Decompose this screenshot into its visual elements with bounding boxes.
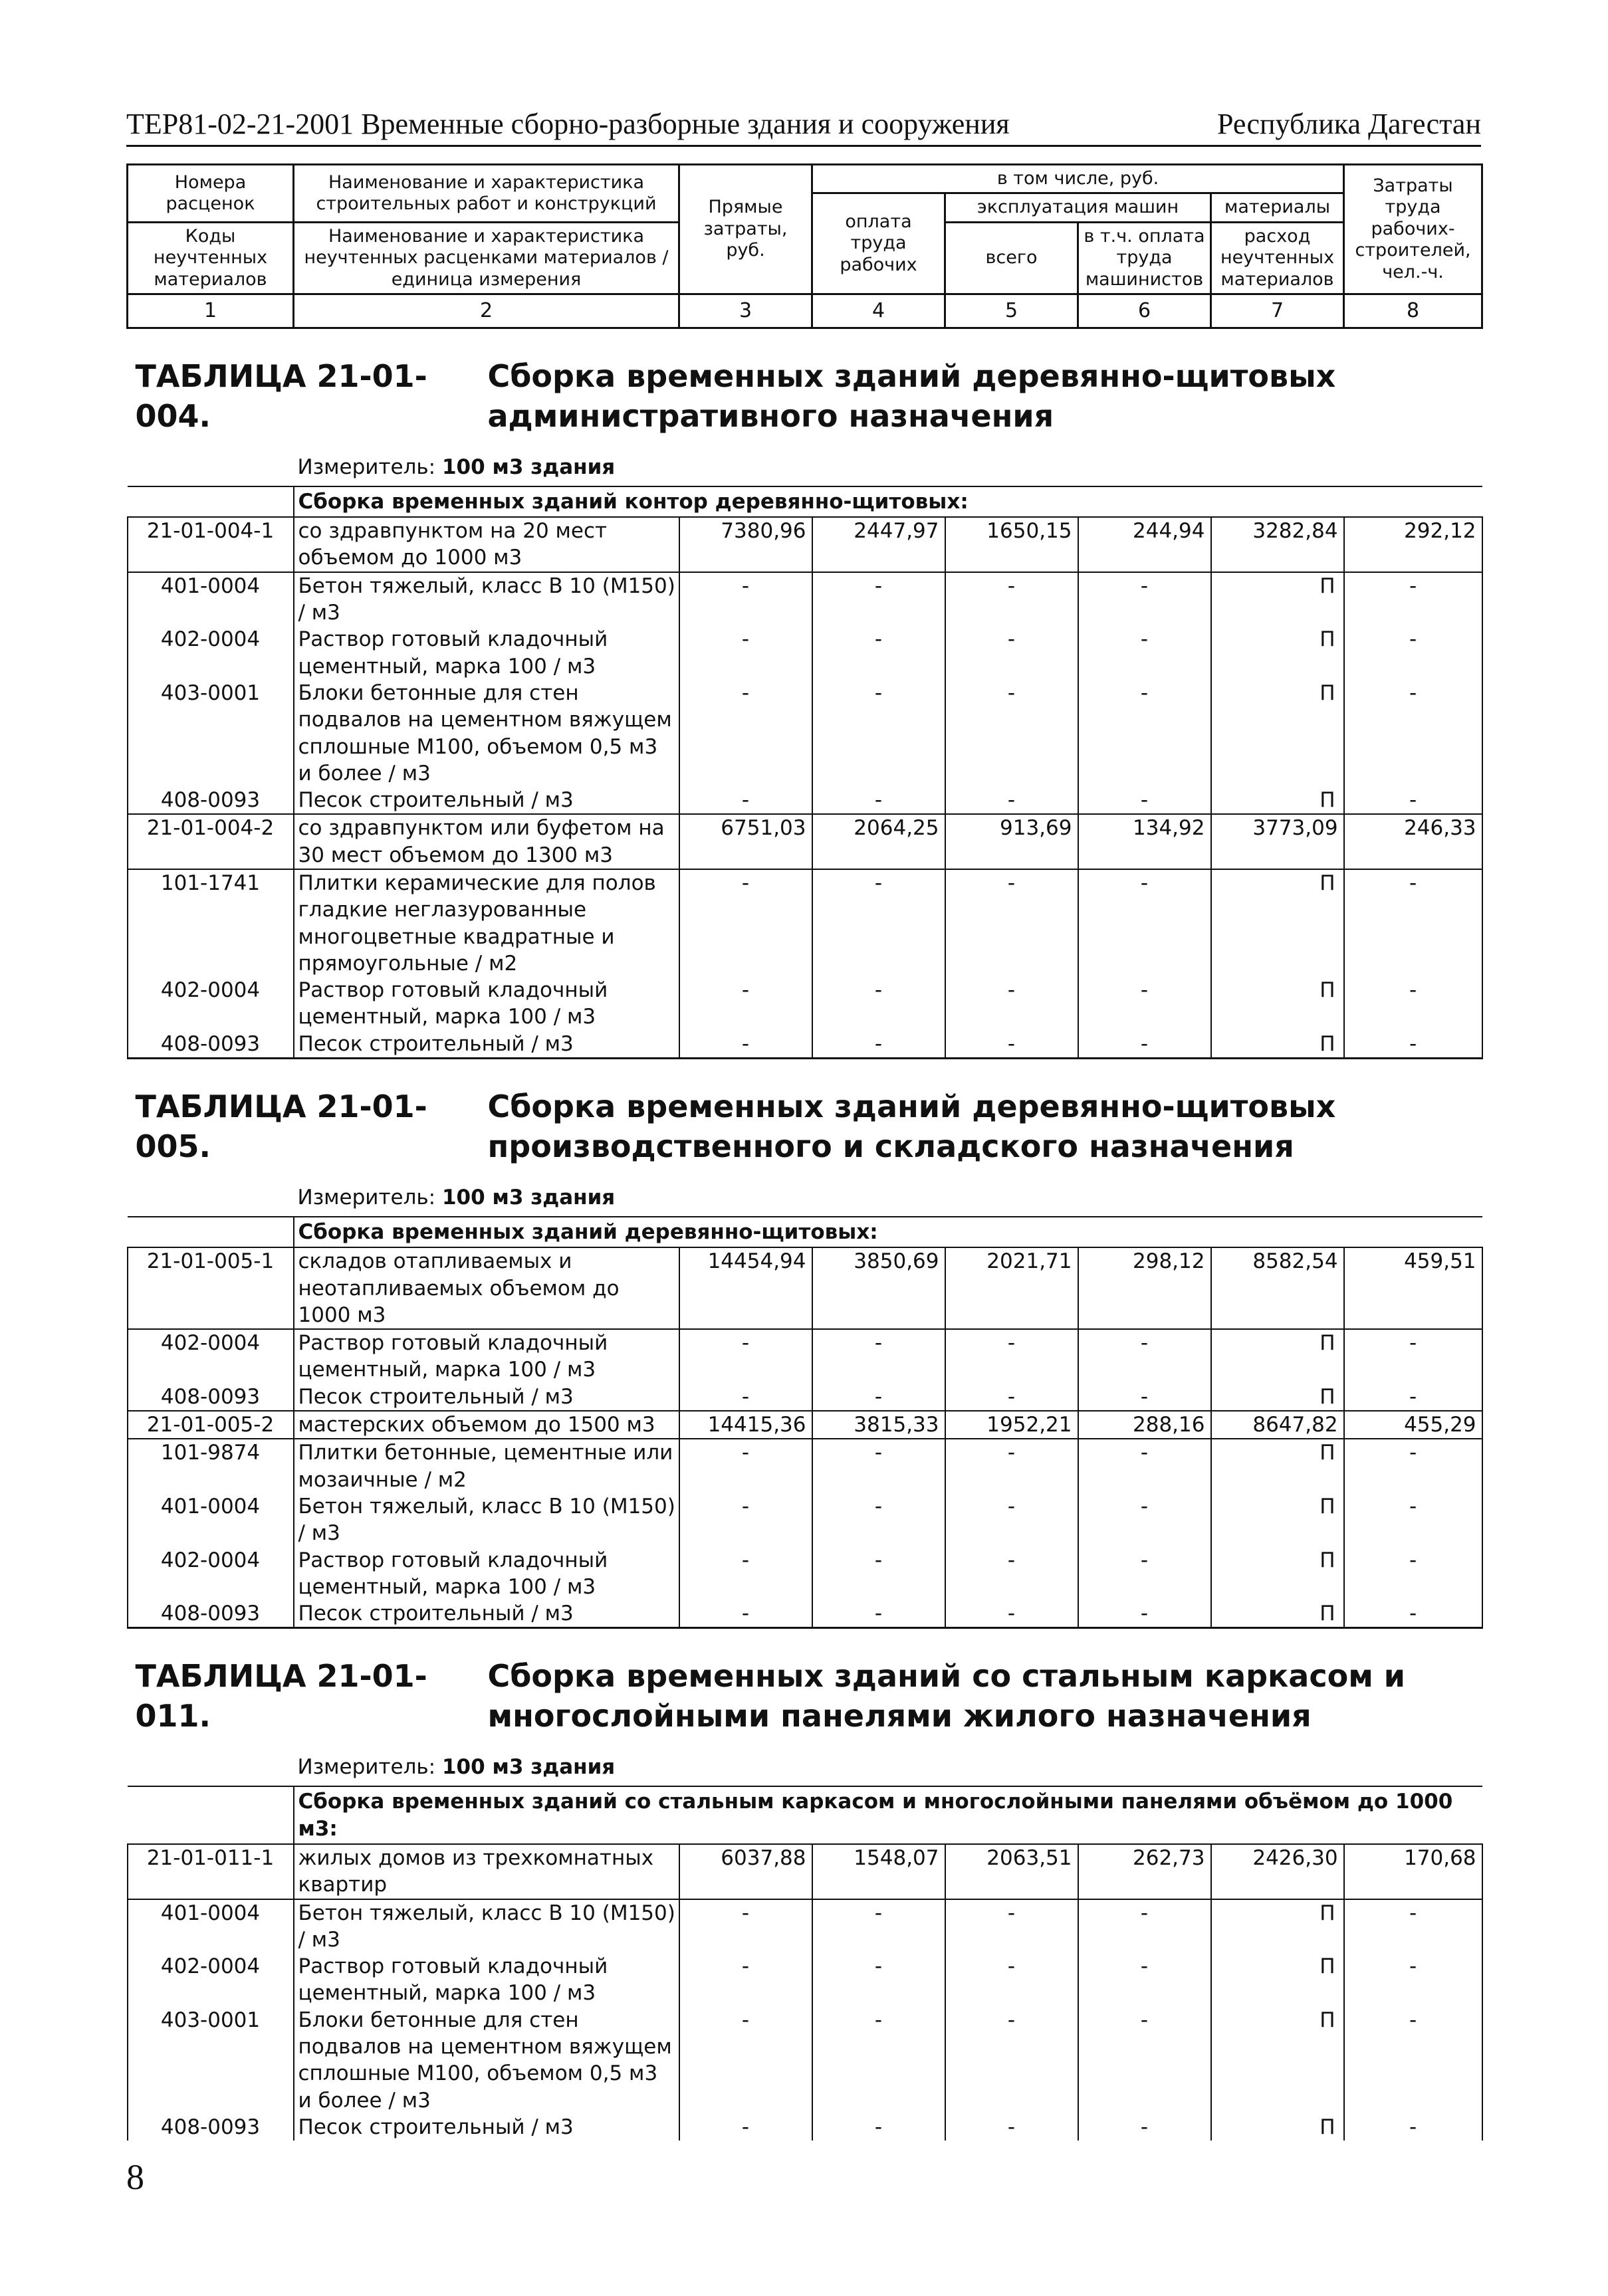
- meter-value: 100 м3 здания: [441, 1185, 616, 1209]
- dash: -: [679, 572, 812, 627]
- material-row: [128, 1600, 1482, 1628]
- material-row: [128, 1493, 1482, 1547]
- p-mark: П: [1211, 1953, 1344, 2007]
- material-row: [128, 1953, 1482, 2007]
- group-title: Сборка временных зданий контор деревянно-щитовых:: [294, 486, 1482, 517]
- dash: -: [812, 2114, 945, 2140]
- dash: -: [1078, 572, 1211, 627]
- dash: -: [812, 1600, 945, 1628]
- material-name: Раствор готовый кладочный цементный, марка 100 / м3: [294, 1547, 679, 1601]
- rate-code: 21-01-005-2: [128, 1411, 294, 1439]
- material-name: Плитки керамические для полов гладкие неглазурованные многоцветные квадратные и прямоугольные / м2: [294, 869, 679, 977]
- wages: 2064,25: [812, 814, 945, 869]
- rate-row: [128, 1411, 1482, 1439]
- dash: -: [1344, 869, 1482, 977]
- wages: 2447,97: [812, 517, 945, 572]
- group-title: Сборка временных зданий со стальным каркасом и многослойными панелями объёмом до 1000 м3:: [294, 1786, 1482, 1844]
- rate-name: складов отапливаемых и неотапливаемых объемом до 1000 м3: [294, 1247, 679, 1329]
- p-mark: П: [1211, 869, 1344, 977]
- dash: -: [679, 1600, 812, 1628]
- column-number: 2: [294, 294, 679, 328]
- dash: -: [1078, 1384, 1211, 1411]
- dash: -: [812, 680, 945, 787]
- region-name: Республика Дагестан: [1216, 108, 1481, 140]
- meter: [294, 449, 1482, 486]
- rate-code: 21-01-004-1: [128, 517, 294, 572]
- table-title-row: [128, 1628, 1482, 1748]
- dash: -: [679, 1953, 812, 2007]
- dash: -: [945, 2007, 1078, 2114]
- table-title: [128, 1628, 1482, 1748]
- dash: -: [945, 977, 1078, 1031]
- rate-name: со здравпунктом на 20 мест объемом до 1000 м3: [294, 517, 679, 572]
- dash: -: [945, 869, 1078, 977]
- rate-name: мастерских объемом до 1500 м3: [294, 1411, 679, 1439]
- dash: -: [679, 1329, 812, 1384]
- material-name: Бетон тяжелый, класс В 10 (М150) / м3: [294, 572, 679, 627]
- table-name: Сборка временных зданий со стальным каркасом и многослойными панелями жилого назначения: [487, 1658, 1406, 1734]
- labor-hours: 292,12: [1344, 517, 1482, 572]
- meter-row: [128, 449, 1482, 486]
- dash: -: [945, 1384, 1078, 1411]
- column-numbers-row: [128, 294, 1482, 328]
- dash: -: [1344, 1329, 1482, 1384]
- dash: -: [945, 1953, 1078, 2007]
- material-name: Песок строительный / м3: [294, 787, 679, 814]
- dash: -: [679, 869, 812, 977]
- material-code: 402-0004: [128, 626, 294, 680]
- direct-costs: 14415,36: [679, 1411, 812, 1439]
- document-title: ТЕР81-02-21-2001 Временные сборно-разборные здания и сооружения: [126, 108, 1010, 140]
- dash: -: [812, 572, 945, 627]
- column-number: 1: [128, 294, 294, 328]
- header-material-codes: Коды неучтенных материалов: [128, 222, 294, 294]
- dash: -: [812, 869, 945, 977]
- rate-row: [128, 517, 1482, 572]
- material-row: [128, 1439, 1482, 1493]
- material-name: Песок строительный / м3: [294, 2114, 679, 2140]
- material-name: Раствор готовый кладочный цементный, марка 100 / м3: [294, 1329, 679, 1384]
- materials-cost: 3282,84: [1211, 517, 1344, 572]
- material-row: [128, 1384, 1482, 1411]
- column-number: 4: [812, 294, 945, 328]
- dash: -: [1078, 977, 1211, 1031]
- meter-label: Измеритель:: [297, 1755, 436, 1780]
- machines-total: 1952,21: [945, 1411, 1078, 1439]
- dash: -: [1344, 2007, 1482, 2114]
- material-row: [128, 1329, 1482, 1384]
- materials-cost: 3773,09: [1211, 814, 1344, 869]
- p-mark: П: [1211, 2007, 1344, 2114]
- table-title: [128, 1059, 1482, 1179]
- materials-cost: 8647,82: [1211, 1411, 1344, 1439]
- header-machines-total: всего: [945, 222, 1078, 294]
- column-number: 5: [945, 294, 1078, 328]
- dash: -: [812, 787, 945, 814]
- dash: -: [1344, 1384, 1482, 1411]
- dash: -: [1344, 1953, 1482, 2007]
- meter: [294, 1748, 1482, 1786]
- rate-name: жилых домов из трехкомнатных квартир: [294, 1844, 679, 1899]
- material-code: 101-9874: [128, 1439, 294, 1493]
- material-row: [128, 572, 1482, 627]
- dash: -: [945, 1031, 1078, 1059]
- labor-hours: 170,68: [1344, 1844, 1482, 1899]
- material-row: [128, 977, 1482, 1031]
- dash: -: [812, 1329, 945, 1384]
- table-body: [128, 328, 1482, 2140]
- dash: -: [1344, 572, 1482, 627]
- table-header: [128, 165, 1482, 328]
- material-code: 402-0004: [128, 1547, 294, 1601]
- material-row: [128, 1547, 1482, 1601]
- dash: -: [1344, 680, 1482, 787]
- dash: -: [1078, 1953, 1211, 2007]
- material-code: 401-0004: [128, 1493, 294, 1547]
- meter-row: [128, 1748, 1482, 1786]
- column-number: 3: [679, 294, 812, 328]
- dash: -: [1078, 1493, 1211, 1547]
- machinist-wages: 288,16: [1078, 1411, 1211, 1439]
- machinist-wages: 262,73: [1078, 1844, 1211, 1899]
- material-name: Плитки бетонные, цементные или мозаичные / м2: [294, 1439, 679, 1493]
- group-row: [128, 1217, 1482, 1247]
- dash: -: [945, 1600, 1078, 1628]
- table-title-row: [128, 328, 1482, 448]
- material-code: 402-0004: [128, 1329, 294, 1384]
- dash: -: [1078, 787, 1211, 814]
- p-mark: П: [1211, 626, 1344, 680]
- dash: -: [679, 1384, 812, 1411]
- dash: -: [1078, 680, 1211, 787]
- p-mark: П: [1211, 2114, 1344, 2140]
- table-name: Сборка временных зданий деревянно-щитовых административного назначения: [487, 358, 1336, 434]
- rates-table: [126, 163, 1483, 2140]
- labor-hours: 459,51: [1344, 1247, 1482, 1329]
- header-including: в том числе, руб.: [812, 165, 1344, 193]
- header-material-usage: расход неучтенных материалов: [1211, 222, 1344, 294]
- dash: -: [812, 977, 945, 1031]
- dash: -: [945, 680, 1078, 787]
- dash: -: [945, 1493, 1078, 1547]
- labor-hours: 455,29: [1344, 1411, 1482, 1439]
- dash: -: [945, 2114, 1078, 2140]
- page-number: 8: [126, 2157, 144, 2197]
- dash: -: [1078, 1031, 1211, 1059]
- rate-code: 21-01-005-1: [128, 1247, 294, 1329]
- meter: [294, 1179, 1482, 1217]
- material-name: Бетон тяжелый, класс В 10 (М150) / м3: [294, 1493, 679, 1547]
- meter-value: 100 м3 здания: [441, 455, 616, 479]
- material-name: Блоки бетонные для стен подвалов на цементном вяжущем сплошные М100, объемом 0,5 м3 и более / м3: [294, 680, 679, 787]
- dash: -: [1344, 1031, 1482, 1059]
- material-code: 408-0093: [128, 787, 294, 814]
- table-title-row: [128, 1059, 1482, 1179]
- dash: -: [679, 977, 812, 1031]
- material-code: 408-0093: [128, 1384, 294, 1411]
- p-mark: П: [1211, 1493, 1344, 1547]
- header-direct-costs: Прямые затраты, руб.: [679, 165, 812, 294]
- dash: -: [1344, 1493, 1482, 1547]
- p-mark: П: [1211, 680, 1344, 787]
- material-code: 403-0001: [128, 680, 294, 787]
- header-wages: оплата труда рабочих: [812, 193, 945, 294]
- dash: -: [812, 1384, 945, 1411]
- dash: -: [812, 1031, 945, 1059]
- material-name: Бетон тяжелый, класс В 10 (М150) / м3: [294, 1899, 679, 1954]
- dash: -: [1078, 869, 1211, 977]
- machinist-wages: 134,92: [1078, 814, 1211, 869]
- p-mark: П: [1211, 1899, 1344, 1954]
- p-mark: П: [1211, 572, 1344, 627]
- dash: -: [679, 1031, 812, 1059]
- dash: -: [812, 1953, 945, 2007]
- material-row: [128, 626, 1482, 680]
- dash: -: [1344, 1600, 1482, 1628]
- dash: -: [679, 1899, 812, 1954]
- material-code: 401-0004: [128, 1899, 294, 1954]
- dash: -: [945, 787, 1078, 814]
- material-row: [128, 2007, 1482, 2114]
- wages: 1548,07: [812, 1844, 945, 1899]
- rate-row: [128, 1247, 1482, 1329]
- dash: -: [679, 1439, 812, 1493]
- dash: -: [679, 2007, 812, 2114]
- material-code: 403-0001: [128, 2007, 294, 2114]
- material-row: [128, 869, 1482, 977]
- running-header: [126, 105, 1481, 147]
- table-name: Сборка временных зданий деревянно-щитовых производственного и складского назначения: [487, 1089, 1336, 1164]
- dash: -: [1344, 626, 1482, 680]
- material-code: 408-0093: [128, 1031, 294, 1059]
- material-name: Раствор готовый кладочный цементный, марка 100 / м3: [294, 626, 679, 680]
- material-row: [128, 2114, 1482, 2140]
- table-title: [128, 328, 1482, 448]
- p-mark: П: [1211, 1439, 1344, 1493]
- materials-cost: 8582,54: [1211, 1247, 1344, 1329]
- column-number: 8: [1344, 294, 1482, 328]
- header-rate-numbers: Номера расценок: [128, 165, 294, 223]
- dash: -: [812, 1547, 945, 1601]
- labor-hours: 246,33: [1344, 814, 1482, 869]
- dash: -: [945, 1439, 1078, 1493]
- material-name: Раствор готовый кладочный цементный, марка 100 / м3: [294, 977, 679, 1031]
- header-work-name: Наименование и характеристика строительных работ и конструкций: [294, 165, 679, 223]
- dash: -: [1344, 1439, 1482, 1493]
- material-name: Песок строительный / м3: [294, 1031, 679, 1059]
- dash: -: [679, 1547, 812, 1601]
- machines-total: 1650,15: [945, 517, 1078, 572]
- direct-costs: 6751,03: [679, 814, 812, 869]
- group-title: Сборка временных зданий деревянно-щитовых:: [294, 1217, 1482, 1247]
- dash: -: [1078, 1547, 1211, 1601]
- material-row: [128, 1899, 1482, 1954]
- machinist-wages: 244,94: [1078, 517, 1211, 572]
- dash: -: [1344, 1899, 1482, 1954]
- dash: -: [1078, 2007, 1211, 2114]
- dash: -: [1344, 977, 1482, 1031]
- dash: -: [812, 2007, 945, 2114]
- wages: 3815,33: [812, 1411, 945, 1439]
- dash: -: [679, 1493, 812, 1547]
- dash: -: [1344, 2114, 1482, 2140]
- material-code: 101-1741: [128, 869, 294, 977]
- p-mark: П: [1211, 1600, 1344, 1628]
- material-name: Блоки бетонные для стен подвалов на цементном вяжущем сплошные М100, объемом 0,5 м3 и более / м3: [294, 2007, 679, 2114]
- material-row: [128, 680, 1482, 787]
- rate-name: со здравпунктом или буфетом на 30 мест объемом до 1300 м3: [294, 814, 679, 869]
- header-materials: материалы: [1211, 193, 1344, 222]
- material-code: 401-0004: [128, 572, 294, 627]
- dash: -: [679, 680, 812, 787]
- p-mark: П: [1211, 1384, 1344, 1411]
- p-mark: П: [1211, 1547, 1344, 1601]
- dash: -: [945, 1329, 1078, 1384]
- p-mark: П: [1211, 977, 1344, 1031]
- material-row: [128, 787, 1482, 814]
- p-mark: П: [1211, 1329, 1344, 1384]
- wages: 3850,69: [812, 1247, 945, 1329]
- header-machines: эксплуатация машин: [945, 193, 1211, 222]
- dash: -: [812, 1899, 945, 1954]
- dash: -: [1078, 626, 1211, 680]
- rate-row: [128, 814, 1482, 869]
- table-label: ТАБЛИЦА 21-01-004.: [135, 358, 427, 434]
- meter-row: [128, 1179, 1482, 1217]
- rate-code: 21-01-011-1: [128, 1844, 294, 1899]
- material-row: [128, 1031, 1482, 1059]
- header-labor-costs: Затраты труда рабочих-строителей, чел.-ч.: [1344, 165, 1482, 294]
- dash: -: [679, 787, 812, 814]
- dash: -: [1078, 1899, 1211, 1954]
- dash: -: [1078, 2114, 1211, 2140]
- dash: -: [1078, 1600, 1211, 1628]
- dash: -: [1078, 1329, 1211, 1384]
- material-name: Раствор готовый кладочный цементный, марка 100 / м3: [294, 1953, 679, 2007]
- p-mark: П: [1211, 1031, 1344, 1059]
- rate-code: 21-01-004-2: [128, 814, 294, 869]
- header-machinist-wages: в т.ч. оплата труда машинистов: [1078, 222, 1211, 294]
- dash: -: [945, 572, 1078, 627]
- materials-cost: 2426,30: [1211, 1844, 1344, 1899]
- direct-costs: 7380,96: [679, 517, 812, 572]
- group-row: [128, 486, 1482, 517]
- dash: -: [812, 1439, 945, 1493]
- dash: -: [679, 2114, 812, 2140]
- material-code: 402-0004: [128, 977, 294, 1031]
- group-row: [128, 1786, 1482, 1844]
- meter-label: Измеритель:: [297, 455, 436, 479]
- dash: -: [679, 626, 812, 680]
- dash: -: [1344, 787, 1482, 814]
- material-code: 402-0004: [128, 1953, 294, 2007]
- dash: -: [812, 626, 945, 680]
- machines-total: 2063,51: [945, 1844, 1078, 1899]
- dash: -: [1344, 1547, 1482, 1601]
- table-label: ТАБЛИЦА 21-01-011.: [135, 1658, 427, 1734]
- dash: -: [945, 1899, 1078, 1954]
- machinist-wages: 298,12: [1078, 1247, 1211, 1329]
- dash: -: [945, 1547, 1078, 1601]
- rate-row: [128, 1844, 1482, 1899]
- dash: -: [812, 1493, 945, 1547]
- column-number: 6: [1078, 294, 1211, 328]
- header-material-name: Наименование и характеристика неучтенных расценками материалов / единица измерения: [294, 222, 679, 294]
- column-number: 7: [1211, 294, 1344, 328]
- direct-costs: 14454,94: [679, 1247, 812, 1329]
- machines-total: 2021,71: [945, 1247, 1078, 1329]
- material-code: 408-0093: [128, 2114, 294, 2140]
- p-mark: П: [1211, 787, 1344, 814]
- material-name: Песок строительный / м3: [294, 1384, 679, 1411]
- direct-costs: 6037,88: [679, 1844, 812, 1899]
- machines-total: 913,69: [945, 814, 1078, 869]
- table-label: ТАБЛИЦА 21-01-005.: [135, 1089, 427, 1164]
- material-code: 408-0093: [128, 1600, 294, 1628]
- dash: -: [1078, 1439, 1211, 1493]
- meter-value: 100 м3 здания: [441, 1755, 616, 1780]
- meter-label: Измеритель:: [297, 1185, 436, 1209]
- material-name: Песок строительный / м3: [294, 1600, 679, 1628]
- dash: -: [945, 626, 1078, 680]
